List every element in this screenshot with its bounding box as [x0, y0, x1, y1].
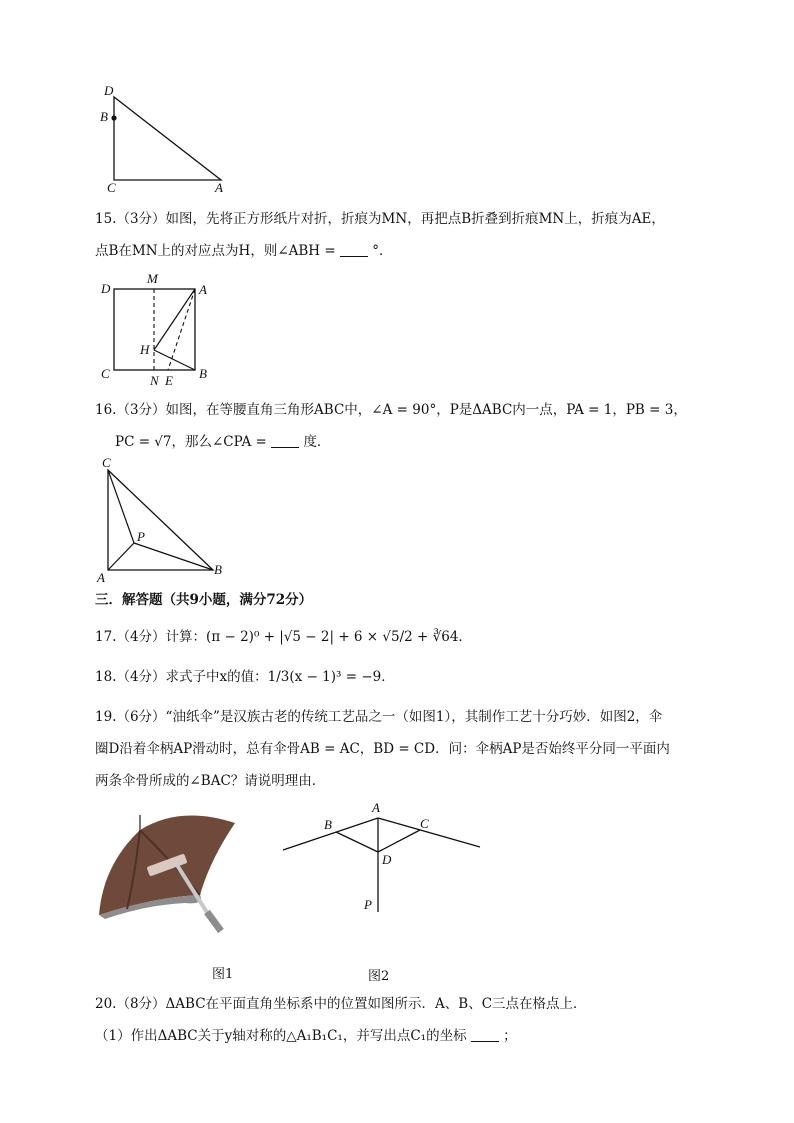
q15-label-H: H	[140, 342, 150, 357]
q20-answer-blank[interactable]	[471, 1027, 499, 1042]
q16-line2-suffix: 度．	[303, 434, 331, 450]
q16-label-C: C	[102, 455, 111, 470]
fig2-label-D: D	[382, 852, 392, 867]
q15-label-M: M	[147, 271, 158, 286]
q16-line2-text: PC = √7，那么∠CPA =	[115, 434, 267, 450]
q15-label-B: B	[199, 366, 207, 381]
q19-line1: 19.（6分）“油纸伞”是汉族古老的传统工艺品之一（如图1），其制作工艺十分巧妙．如图2，伞	[95, 709, 663, 725]
q15-label-N: N	[150, 373, 159, 388]
q20-line2-suffix: ；	[503, 1028, 517, 1044]
q20-line2	[95, 1026, 517, 1046]
figure1-caption: 图1	[212, 967, 234, 982]
umbrella-structure-figure	[275, 798, 485, 918]
section-heading: 三．解答题（共9小题，满分72分）	[95, 592, 313, 608]
q16-line1: 16.（3分）如图，在等腰直角三角形ABC中，∠A = 90°，P是ΔABC内一点，PA = 1，PB = 3，	[95, 402, 687, 418]
q14-label-B: B	[100, 109, 108, 124]
q14-label-D: D	[104, 83, 114, 98]
umbrella-image	[95, 805, 245, 935]
q19-line3: 两条伞骨所成的∠BAC？请说明理由．	[95, 773, 326, 789]
figure2-caption: 图2	[368, 969, 390, 984]
q15-line2-text: 点B在MN上的对应点为H，则∠ABH =	[95, 243, 336, 259]
q16-label-P: P	[137, 529, 145, 544]
q15-label-C: C	[101, 366, 110, 381]
q15-label-E: E	[165, 373, 173, 388]
q19-line2: 圈D沿着伞柄AP滑动时，总有伞骨AB = AC，BD = CD．问：伞柄AP是否始终平分同一平面内	[95, 741, 670, 757]
q15-line1: 15.（3分）如图，先将正方形纸片对折，折痕为MN，再把点B折叠到折痕MN上，折痕为AE，	[95, 211, 665, 227]
q17-text: 17.（4分）计算：(π − 2)⁰ + |√5 − 2| + 6 × √5/2 + ∛64．	[95, 629, 472, 645]
q14-label-A: A	[215, 180, 223, 194]
q20-line1: 20.（8分）ΔABC在平面直角坐标系中的位置如图所示．A、B、C三点在格点上．	[95, 996, 587, 1012]
q15-label-A: A	[199, 282, 207, 297]
q14-label-C: C	[107, 180, 116, 194]
q15-label-D: D	[101, 281, 111, 296]
q15-line2-suffix: °．	[372, 243, 393, 259]
q18-text: 18.（4分）求式子中x的值：1/3(x − 1)³ = −9．	[95, 669, 395, 685]
q15-square-figure	[95, 270, 220, 388]
q15-answer-blank[interactable]	[340, 242, 368, 257]
q14-triangle-figure	[95, 82, 235, 194]
q15-line2	[95, 241, 393, 261]
q16-answer-blank[interactable]	[271, 433, 299, 448]
q16-triangle-figure	[95, 455, 235, 585]
q20-line2-text: （1）作出ΔABC关于y轴对称的△A₁B₁C₁，并写出点C₁的坐标	[95, 1028, 467, 1044]
fig2-label-A: A	[372, 800, 380, 815]
fig2-label-B: B	[324, 817, 332, 832]
q16-label-A: A	[97, 570, 105, 585]
q16-line2	[115, 432, 330, 452]
q16-label-B: B	[214, 562, 222, 577]
fig2-label-C: C	[420, 816, 429, 831]
fig2-label-P: P	[364, 897, 372, 912]
